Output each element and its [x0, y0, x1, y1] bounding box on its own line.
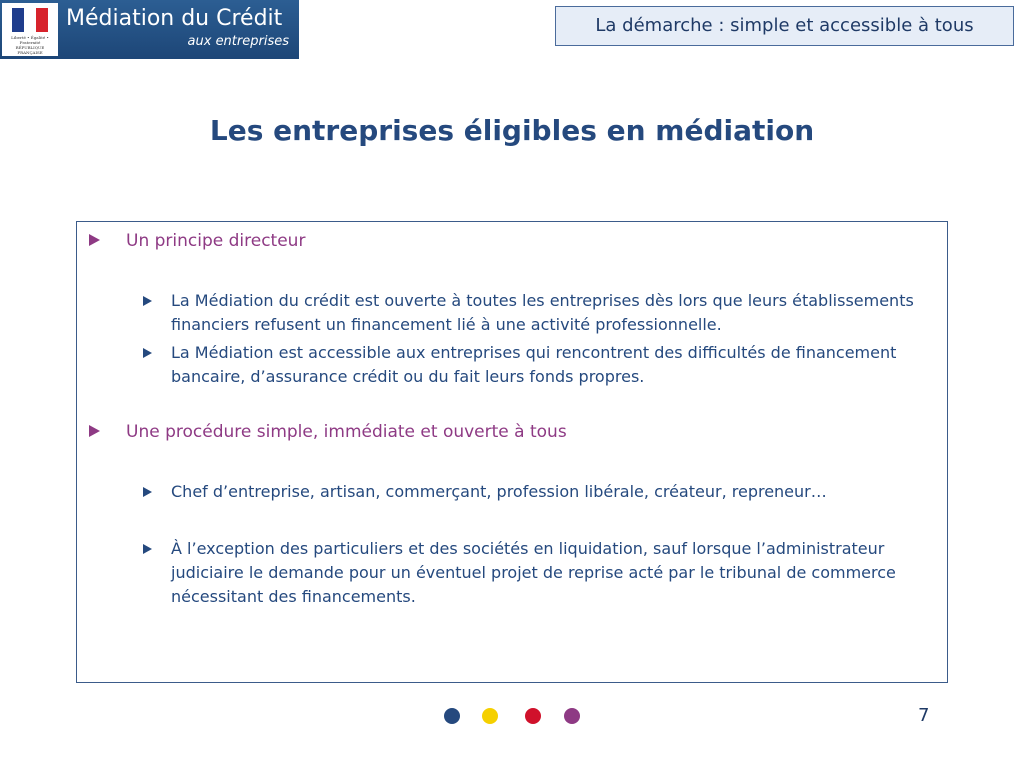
section-heading-text: Une procédure simple, immédiate et ouverte à tous — [126, 422, 567, 442]
bullet-item — [171, 537, 941, 609]
footer-dot-blue — [444, 708, 460, 724]
footer-dot-yellow — [482, 708, 498, 724]
french-flag-icon — [12, 8, 48, 32]
bullet-item — [171, 480, 941, 504]
triangle-bullet-icon — [89, 234, 100, 246]
triangle-bullet-icon — [143, 487, 152, 497]
triangle-bullet-icon — [89, 425, 100, 437]
bullet-item — [171, 289, 941, 337]
logo-subtitle: aux entreprises — [187, 34, 289, 49]
bullet-text: La Médiation du crédit est ouverte à toutes les entreprises dès lors que leurs établissements financiers refusent un financement lié à une activité professionnelle. — [171, 291, 914, 334]
footer-dot-red — [525, 708, 541, 724]
page-title: Les entreprises éligibles en médiation — [209, 114, 815, 147]
logo-title: Médiation du Crédit — [66, 6, 283, 31]
triangle-bullet-icon — [143, 296, 152, 306]
content-box — [76, 221, 948, 683]
footer-dot-purple — [564, 708, 580, 724]
section-heading-text: Un principe directeur — [126, 231, 306, 251]
mediation-logo — [0, 0, 299, 59]
triangle-bullet-icon — [143, 348, 152, 358]
bullet-text: À l’exception des particuliers et des sociétés en liquidation, sauf lorsque l’administrateur judiciaire le demande pour un éventuel projet de reprise acté par le tribunal de commerce nécessitant des financements. — [171, 539, 896, 606]
bullet-text: La Médiation est accessible aux entreprises qui rencontrent des difficultés de financement bancaire, d’assurance crédit ou du fait leurs fonds propres. — [171, 343, 897, 386]
triangle-bullet-icon — [143, 544, 152, 554]
emblem-caption: Liberté • Égalité • Fraternité RÉPUBLIQUE FRANÇAISE — [11, 35, 49, 55]
section-tag: La démarche : simple et accessible à tous — [555, 6, 1014, 46]
page-number: 7 — [918, 705, 930, 726]
bullet-text: Chef d’entreprise, artisan, commerçant, profession libérale, créateur, repreneur… — [171, 482, 827, 501]
bullet-item — [171, 341, 941, 389]
section-heading — [126, 422, 567, 442]
section-heading — [126, 231, 305, 251]
republique-francaise-emblem — [2, 3, 58, 56]
